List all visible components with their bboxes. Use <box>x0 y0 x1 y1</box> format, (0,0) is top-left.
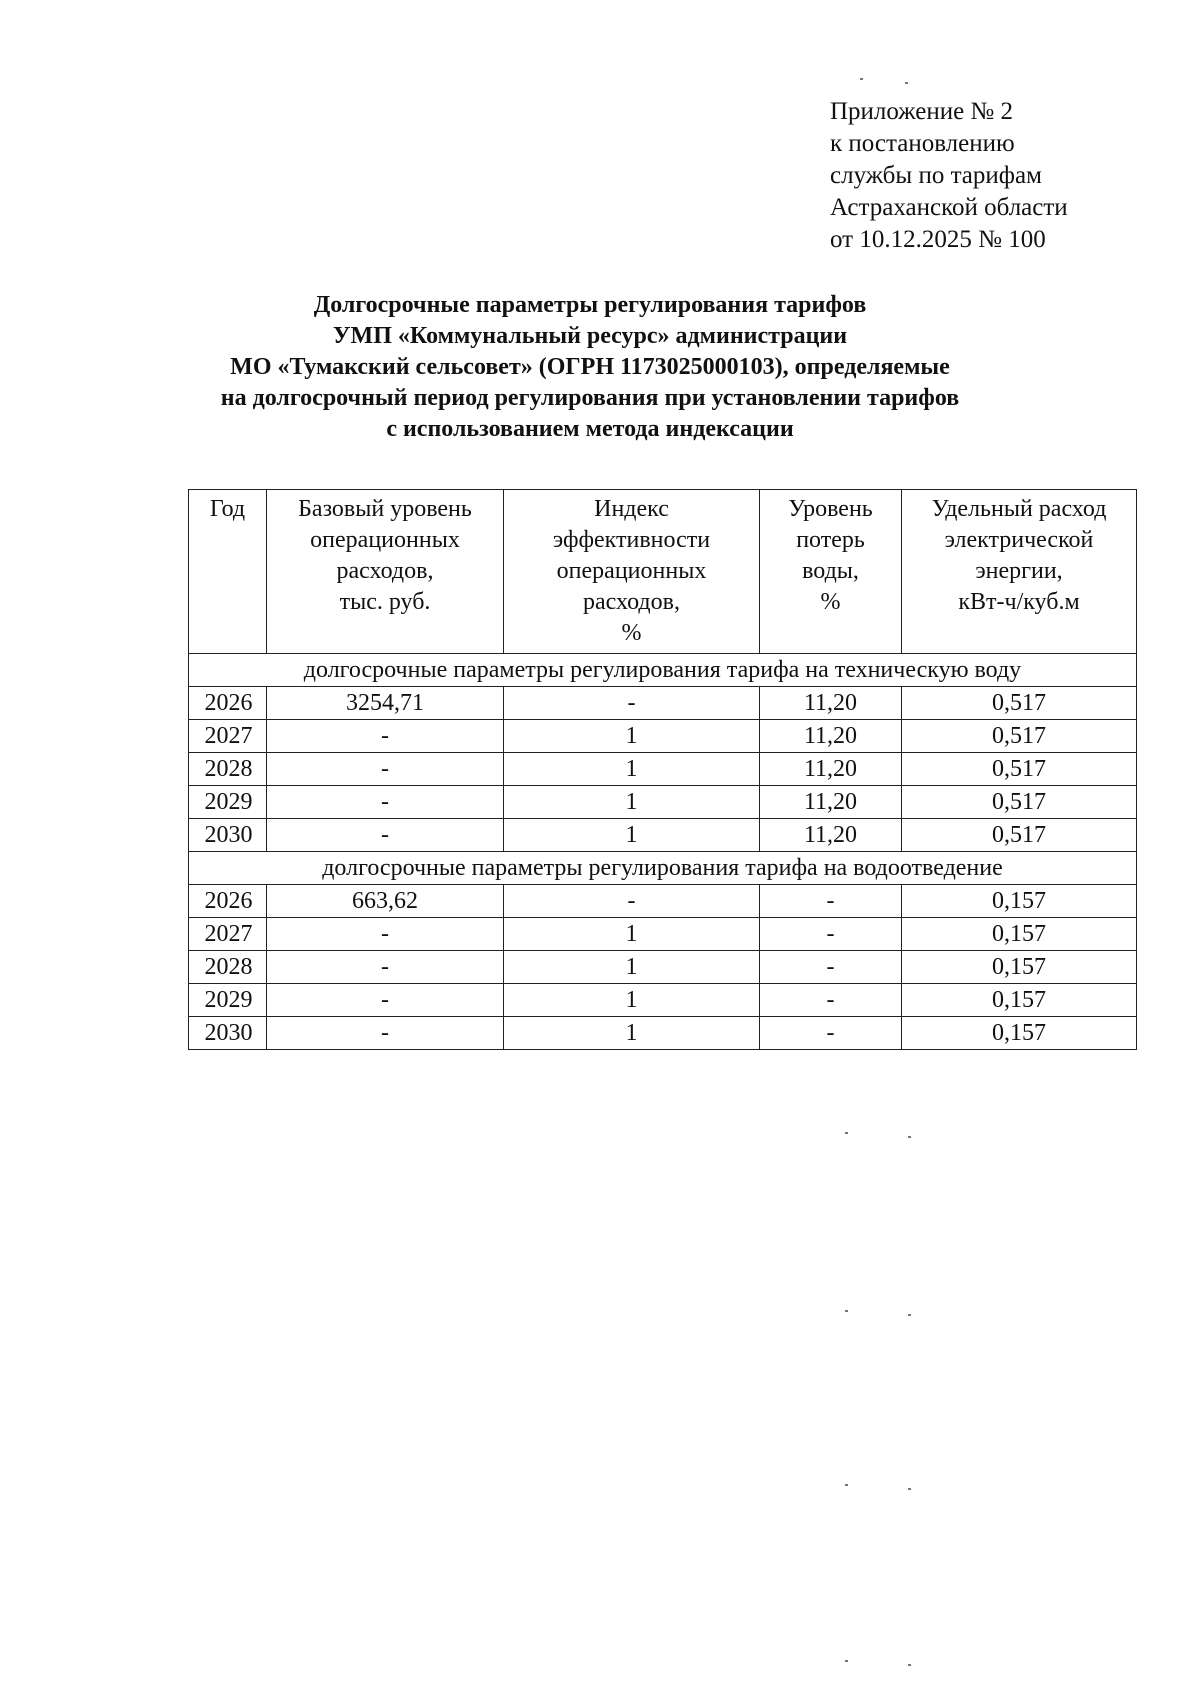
cell-base-level: 663,62 <box>267 885 504 918</box>
cell-year: 2030 <box>189 1017 267 1050</box>
appendix-line: Приложение № 2 <box>830 98 1014 125</box>
cell-efficiency-index: 1 <box>504 984 760 1017</box>
cell-base-level: - <box>267 786 504 819</box>
table-row <box>189 984 1137 1017</box>
cell-energy-rate: 0,517 <box>902 753 1137 786</box>
appendix-line: Астраханской области <box>830 194 1068 221</box>
section-row-technical-water <box>189 654 1137 687</box>
title-line: МО «Тумакский сельсовет» (ОГРН 1173025000103), определяемые <box>230 354 950 380</box>
scan-speck <box>845 1132 848 1134</box>
cell-energy-rate: 0,157 <box>902 1017 1137 1050</box>
cell-year: 2026 <box>189 885 267 918</box>
cell-water-loss: - <box>760 951 902 984</box>
scan-speck <box>908 1488 911 1490</box>
cell-base-level: - <box>267 1017 504 1050</box>
header-year: Год <box>189 490 267 654</box>
cell-year: 2029 <box>189 786 267 819</box>
cell-water-loss: 11,20 <box>760 687 902 720</box>
cell-water-loss: 11,20 <box>760 819 902 852</box>
header-efficiency-index: Индекс эффективности операционных расходов, % <box>504 490 760 654</box>
cell-base-level: - <box>267 819 504 852</box>
section-title: долгосрочные параметры регулирования тарифа на водоотведение <box>189 852 1137 885</box>
document-title <box>150 290 1030 445</box>
header-row <box>189 490 1137 654</box>
cell-efficiency-index: 1 <box>504 786 760 819</box>
cell-energy-rate: 0,517 <box>902 819 1137 852</box>
cell-water-loss: 11,20 <box>760 753 902 786</box>
cell-year: 2027 <box>189 720 267 753</box>
scan-speck <box>845 1484 848 1486</box>
header-base-level: Базовый уровень операционных расходов, тыс. руб. <box>267 490 504 654</box>
cell-year: 2026 <box>189 687 267 720</box>
cell-year: 2029 <box>189 984 267 1017</box>
cell-water-loss: 11,20 <box>760 720 902 753</box>
header-water-loss: Уровень потерь воды, % <box>760 490 902 654</box>
title-line: на долгосрочный период регулирования при установлении тарифов <box>220 385 960 411</box>
scan-speck <box>908 1664 911 1666</box>
scan-speck <box>845 1660 848 1662</box>
cell-efficiency-index: 1 <box>504 720 760 753</box>
cell-year: 2028 <box>189 951 267 984</box>
cell-energy-rate: 0,157 <box>902 918 1137 951</box>
title-line: УМП «Коммунальный ресурс» администрации <box>332 323 848 349</box>
cell-base-level: 3254,71 <box>267 687 504 720</box>
table-row <box>189 951 1137 984</box>
table-row <box>189 819 1137 852</box>
table-row <box>189 753 1137 786</box>
appendix-line: от 10.12.2025 № 100 <box>830 226 1046 253</box>
scan-speck <box>845 1310 848 1312</box>
cell-water-loss: 11,20 <box>760 786 902 819</box>
appendix-line: к постановлению <box>830 130 1015 157</box>
table-row <box>189 786 1137 819</box>
cell-water-loss: - <box>760 1017 902 1050</box>
cell-year: 2030 <box>189 819 267 852</box>
section-row-wastewater <box>189 852 1137 885</box>
cell-efficiency-index: 1 <box>504 951 760 984</box>
cell-efficiency-index: 1 <box>504 1017 760 1050</box>
cell-base-level: - <box>267 753 504 786</box>
cell-energy-rate: 0,517 <box>902 687 1137 720</box>
table-row <box>189 885 1137 918</box>
cell-energy-rate: 0,157 <box>902 885 1137 918</box>
table-row <box>189 687 1137 720</box>
table-row <box>189 1017 1137 1050</box>
scan-speck <box>908 1314 911 1316</box>
scan-speck <box>908 1136 911 1138</box>
title-line: с использованием метода индексации <box>386 416 794 442</box>
appendix-line: службы по тарифам <box>830 162 1042 189</box>
table-row <box>189 720 1137 753</box>
cell-energy-rate: 0,157 <box>902 951 1137 984</box>
appendix-block <box>830 96 1068 256</box>
scan-speck <box>905 82 908 84</box>
cell-energy-rate: 0,157 <box>902 984 1137 1017</box>
cell-base-level: - <box>267 918 504 951</box>
cell-water-loss: - <box>760 918 902 951</box>
cell-efficiency-index: 1 <box>504 918 760 951</box>
cell-base-level: - <box>267 984 504 1017</box>
table-row <box>189 918 1137 951</box>
section-title: долгосрочные параметры регулирования тарифа на техническую воду <box>189 654 1137 687</box>
cell-water-loss: - <box>760 885 902 918</box>
cell-efficiency-index: 1 <box>504 819 760 852</box>
cell-base-level: - <box>267 951 504 984</box>
cell-year: 2027 <box>189 918 267 951</box>
parameters-table <box>188 489 1137 1050</box>
cell-year: 2028 <box>189 753 267 786</box>
title-line: Долгосрочные параметры регулирования тарифов <box>313 292 867 318</box>
cell-base-level: - <box>267 720 504 753</box>
cell-efficiency-index: - <box>504 885 760 918</box>
scan-speck <box>860 78 863 80</box>
cell-efficiency-index: 1 <box>504 753 760 786</box>
header-energy-rate: Удельный расход электрической энергии, кВт-ч/куб.м <box>902 490 1137 654</box>
cell-water-loss: - <box>760 984 902 1017</box>
cell-efficiency-index: - <box>504 687 760 720</box>
cell-energy-rate: 0,517 <box>902 720 1137 753</box>
cell-energy-rate: 0,517 <box>902 786 1137 819</box>
